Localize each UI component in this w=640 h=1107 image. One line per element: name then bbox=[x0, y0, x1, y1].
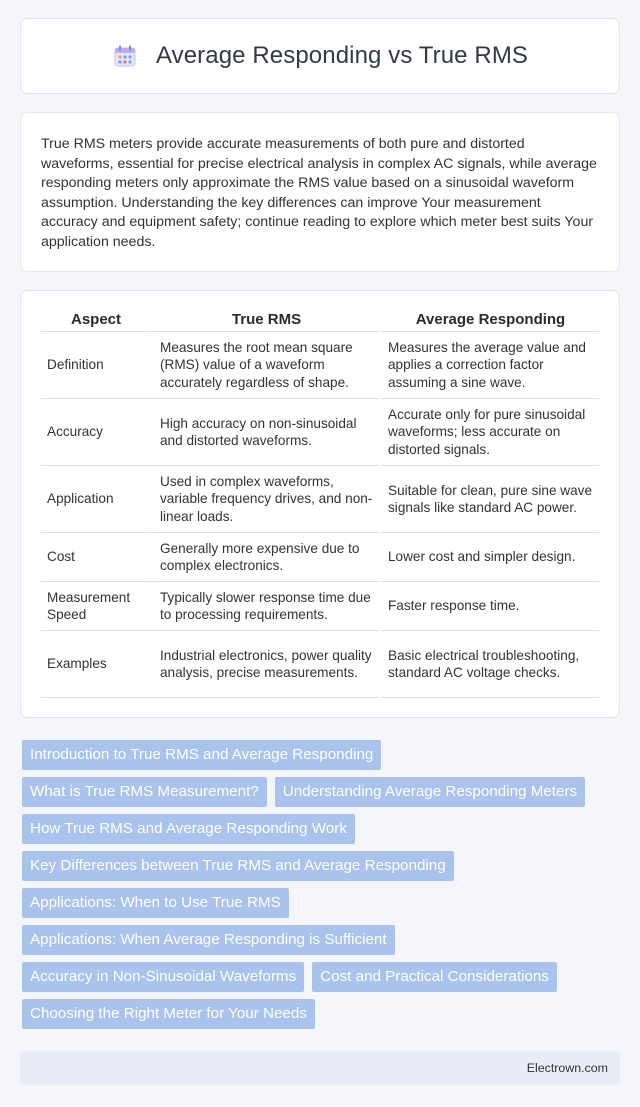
link-what-is-true-rms[interactable]: What is True RMS Measurement? bbox=[22, 777, 267, 807]
related-links bbox=[20, 740, 620, 1029]
table-row bbox=[41, 466, 599, 533]
link-cost-considerations[interactable]: Cost and Practical Considerations bbox=[312, 962, 557, 992]
cell-true-rms: Typically slower response time due to processing requirements. bbox=[151, 582, 379, 631]
footer-site: Electrown.com bbox=[526, 1061, 608, 1075]
link-when-average-sufficient[interactable]: Applications: When Average Responding is Sufficient bbox=[22, 925, 395, 955]
header-true-rms: True RMS bbox=[151, 309, 379, 332]
comparison-table-card bbox=[20, 290, 620, 718]
link-when-to-use-true-rms[interactable]: Applications: When to Use True RMS bbox=[22, 888, 289, 918]
comparison-table bbox=[41, 309, 599, 698]
cell-average-responding: Measures the average value and applies a correction factor assuming a sine wave. bbox=[379, 332, 599, 399]
cell-aspect: Cost bbox=[41, 533, 151, 582]
header-average-responding: Average Responding bbox=[379, 309, 599, 332]
cell-true-rms: Generally more expensive due to complex electronics. bbox=[151, 533, 379, 582]
table-row bbox=[41, 399, 599, 466]
intro-card bbox=[20, 112, 620, 272]
cell-average-responding: Faster response time. bbox=[379, 582, 599, 631]
cell-average-responding: Basic electrical troubleshooting, standard AC voltage checks. bbox=[379, 631, 599, 698]
title-card bbox=[20, 18, 620, 94]
table-header-row bbox=[41, 309, 599, 332]
link-choosing-meter[interactable]: Choosing the Right Meter for Your Needs bbox=[22, 999, 315, 1029]
cell-true-rms: Used in complex waveforms, variable frequency drives, and non-linear loads. bbox=[151, 466, 379, 533]
cell-average-responding: Lower cost and simpler design. bbox=[379, 533, 599, 582]
header-aspect: Aspect bbox=[41, 309, 151, 332]
link-accuracy-non-sinusoidal[interactable]: Accuracy in Non-Sinusoidal Waveforms bbox=[22, 962, 304, 992]
calendar-grid-icon bbox=[112, 43, 138, 69]
cell-aspect: Accuracy bbox=[41, 399, 151, 466]
cell-aspect: Measurement Speed bbox=[41, 582, 151, 631]
footer bbox=[20, 1051, 620, 1085]
cell-average-responding: Accurate only for pure sinusoidal waveforms; less accurate on distorted signals. bbox=[379, 399, 599, 466]
intro-paragraph: True RMS meters provide accurate measurements of both pure and distorted waveforms, essential for precise electrical analysis in complex AC signals, while average responding meters only approximate the RMS value based on a sinusoidal waveform assumption. Understanding the key differences can improve Your measurement accuracy and equipment safety; continue reading to explore which meter best suits Your application needs. bbox=[41, 136, 597, 250]
cell-true-rms: High accuracy on non-sinusoidal and distorted waveforms. bbox=[151, 399, 379, 466]
table-row bbox=[41, 332, 599, 399]
link-introduction[interactable]: Introduction to True RMS and Average Responding bbox=[22, 740, 381, 770]
table-row bbox=[41, 533, 599, 582]
page-title: Average Responding vs True RMS bbox=[155, 42, 529, 69]
cell-aspect: Application bbox=[41, 466, 151, 533]
cell-aspect: Examples bbox=[41, 631, 151, 698]
cell-true-rms: Measures the root mean square (RMS) value of a waveform accurately regardless of shape. bbox=[151, 332, 379, 399]
cell-average-responding: Suitable for clean, pure sine wave signals like standard AC power. bbox=[379, 466, 599, 533]
link-key-differences[interactable]: Key Differences between True RMS and Average Responding bbox=[22, 851, 454, 881]
cell-true-rms: Industrial electronics, power quality analysis, precise measurements. bbox=[151, 631, 379, 698]
link-how-they-work[interactable]: How True RMS and Average Responding Work bbox=[22, 814, 355, 844]
table-row bbox=[41, 582, 599, 631]
table-row bbox=[41, 631, 599, 698]
cell-aspect: Definition bbox=[41, 332, 151, 399]
link-understanding-average-responding[interactable]: Understanding Average Responding Meters bbox=[275, 777, 585, 807]
